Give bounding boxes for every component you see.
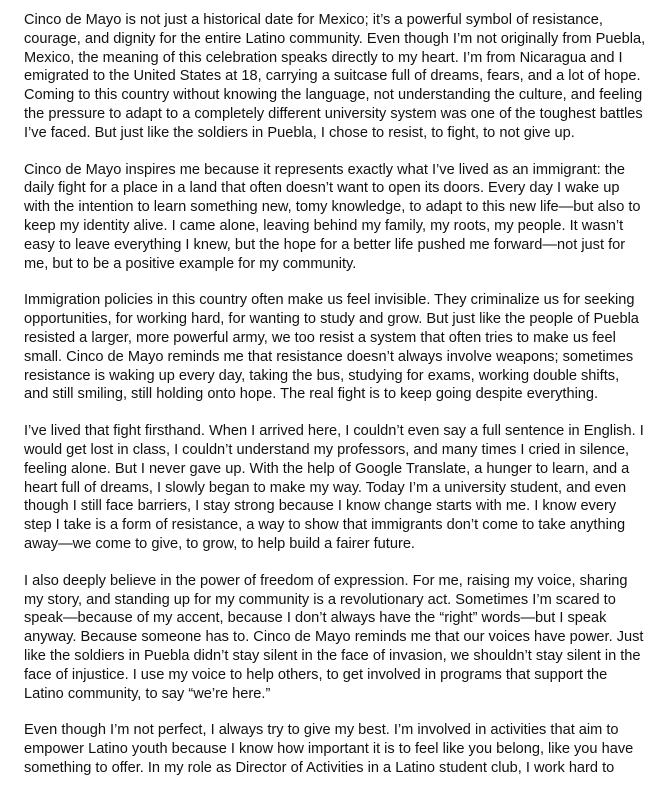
paragraph-3 [24,291,646,404]
paragraph-2 [24,161,646,274]
document-body [24,11,646,796]
text-line: keep my identity alive. I came alone, leaving behind my family, my roots, my people. It wasn’t [24,217,624,234]
text-line: I also deeply believe in the power of freedom of expression. For me, raising my voice, sharing [24,572,628,589]
paragraph-4 [24,422,646,554]
text-line: feeling alone. But I never gave up. With the help of Google Translate, a hunger to learn, and a [24,460,630,477]
text-line: heart full of dreams, I slowly began to make my way. Today I’m a university student, and even [24,479,627,496]
text-line: Coming to this country without knowing the language, not understanding the culture, and feeling [24,87,643,104]
text-line: something to offer. In my role as Director of Activities in a Latino student club, I work hard to [24,759,615,776]
text-line: easy to leave everything I knew, but the hope for a better life pushed me forward—not just for [24,236,626,253]
text-line: I’ve faced. But just like the soldiers in Puebla, I chose to resist, to fight, to not give up. [24,124,575,141]
text-line: anyway. Because someone has to. Cinco de Mayo reminds me that our voices have power. Just [24,629,644,646]
text-line: face of injustice. I use my voice to help others, to get involved in programs that support the [24,666,608,683]
text-line: speak—because of my accent, because I don’t always have the “right” words—but I speak [24,610,607,627]
text-line: away—we come to give, to grow, to help build a fairer future. [24,535,415,552]
text-line: Mexico, the meaning of this celebration speaks directly to my heart. I’m from Nicaragua and I [24,49,623,66]
text-line: empower Latino youth because I know how important it is to feel like you belong, like you have [24,741,634,758]
text-line: and still smiling, still holding onto hope. The real fight is to keep going despite everything. [24,386,599,403]
text-line: emigrated to the United States at 18, carrying a suitcase full of dreams, fears, and a lot of hope. [24,68,641,85]
text-line: resisted a larger, more powerful army, we too resist a system that often tries to make us feel [24,329,616,346]
text-line: Even though I’m not perfect, I always try to give my best. I’m involved in activities that aim to [24,722,619,739]
paragraph-6 [24,721,646,777]
text-line: like the soldiers in Puebla didn’t stay silent in the face of invasion, we shouldn’t stay silent in the [24,647,641,664]
text-line: step I take is a form of resistance, a way to show that immigrants don’t come to take anything [24,517,626,534]
text-line: courage, and dignity for the entire Latino community. Even though I’m not originally from Puebla, [24,30,646,47]
text-line: Cinco de Mayo inspires me because it represents exactly what I’ve lived as an immigrant: the [24,161,626,178]
paragraph-1 [24,11,646,143]
text-line: me, but to be a positive example for my community. [24,255,357,272]
text-line: Cinco de Mayo is not just a historical date for Mexico; it’s a powerful symbol of resistance, [24,12,603,28]
text-line: Immigration policies in this country often make us feel invisible. They criminalize us for seeking [24,292,635,309]
text-line: I’ve lived that fight firsthand. When I arrived here, I couldn’t even say a full sentence in English. I [24,423,644,440]
text-line: my story, and standing up for my community is a revolutionary act. Sometimes I’m scared to [24,591,616,608]
text-line: with the intention to learn something new, tomy knowledge, to adapt to this new life—but also to [24,199,641,216]
text-line: would get lost in class, I couldn’t understand my professors, and many times I cried in silence, [24,441,630,458]
text-line: daily fight for a place in a land that often doesn’t want to open its doors. Every day I wake up [24,180,620,197]
text-line: small. Cinco de Mayo reminds me that resistance doesn’t always involve weapons; sometimes [24,348,634,365]
text-line: Latino community, to say “we’re here.” [24,685,271,702]
paragraph-5 [24,572,646,704]
text-line: resistance is waking up every day, taking the bus, studying for exams, working double shifts, [24,367,620,384]
text-line: though I still face barriers, I stay strong because I know change starts with me. I know every [24,498,617,515]
text-line: opportunities, for working hard, for wanting to study and grow. But just like the people of Puebla [24,311,639,328]
text-line: the pressure to adapt to a completely different university system was one of the toughest battles [24,105,643,122]
